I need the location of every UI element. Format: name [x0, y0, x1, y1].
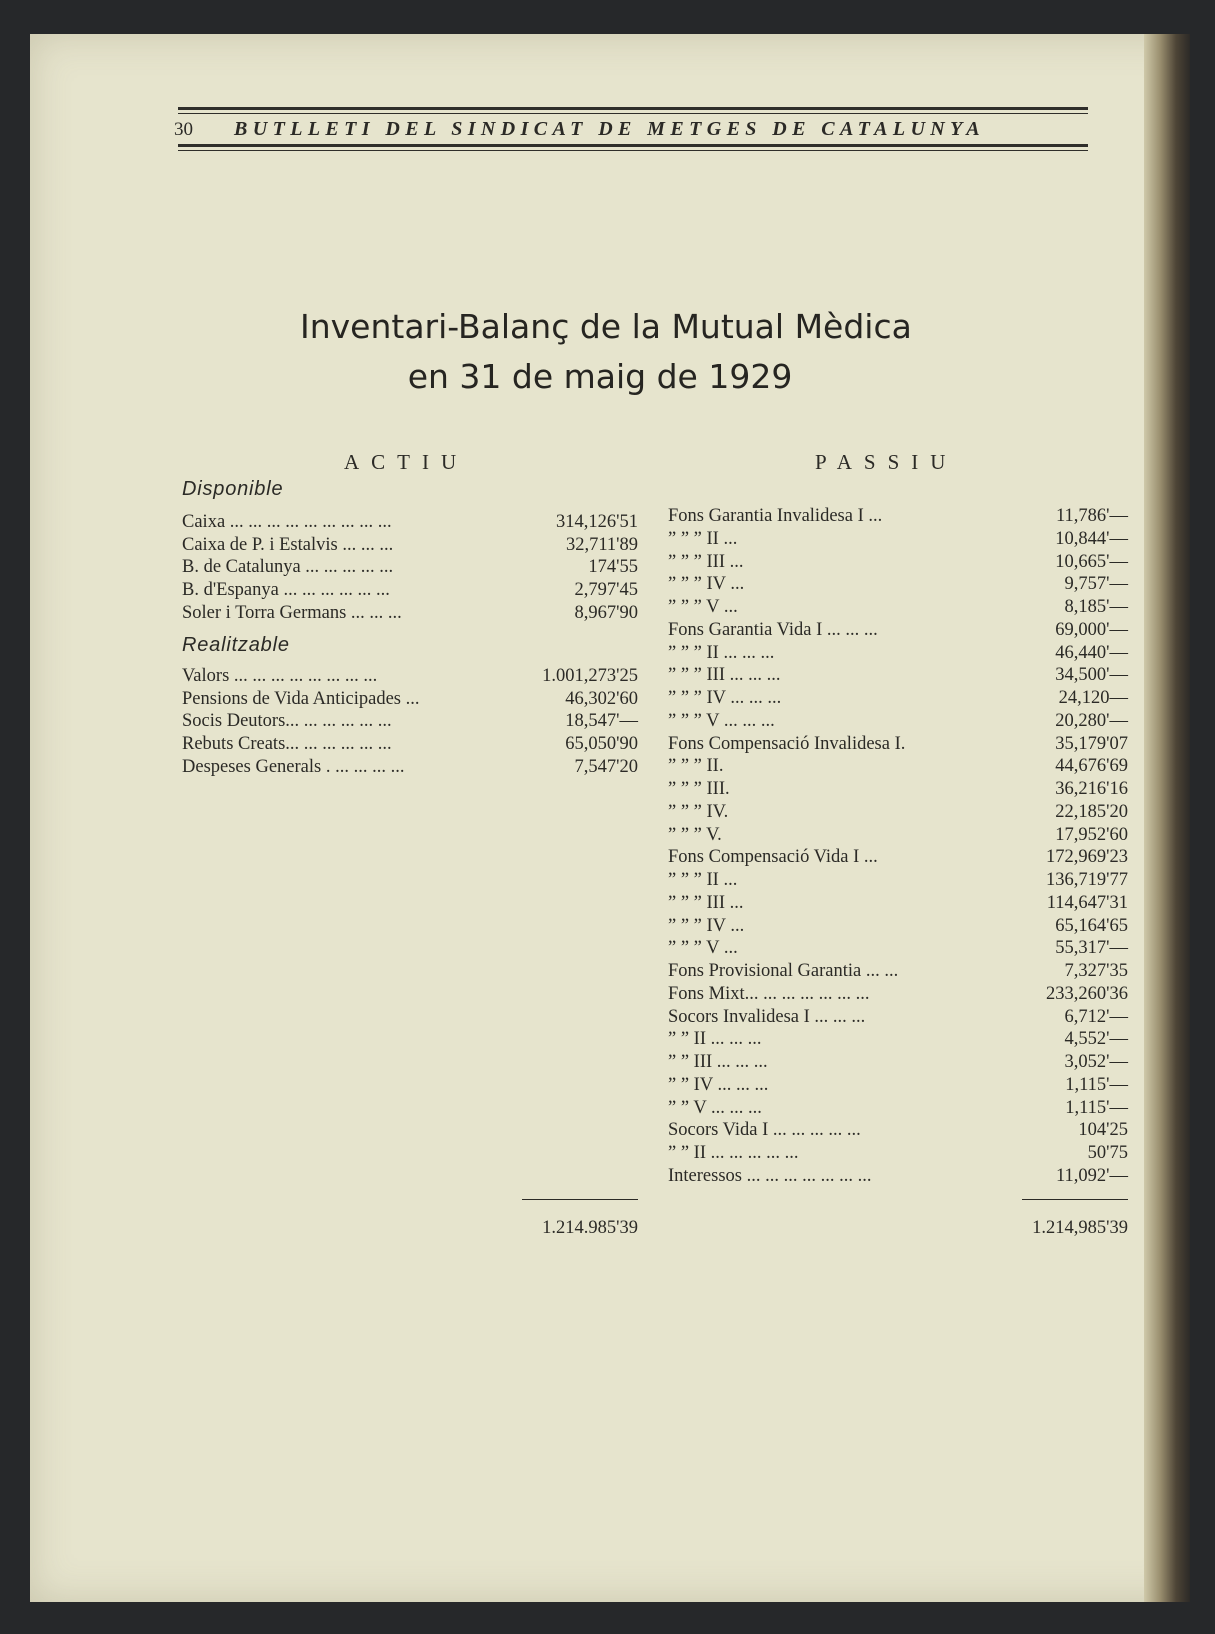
ledger-row-label: ” ” V ... ... ... — [668, 1097, 762, 1118]
ledger-row-amount: 18,547'— — [565, 711, 638, 732]
header-rule-bottom — [178, 144, 1088, 147]
ledger-row-label: Fons Compensació Invalidesa I. — [668, 733, 906, 754]
ledger-row-amount: 17,952'60 — [1055, 824, 1128, 845]
ledger-row-label: Interessos ... ... ... ... ... ... ... — [668, 1165, 872, 1186]
ledger-row — [182, 556, 638, 578]
ledger-row — [668, 1074, 1128, 1096]
ledger-row-label: ” ” ” V ... ... ... — [668, 710, 775, 731]
ledger-row — [668, 528, 1128, 550]
ledger-row — [668, 619, 1128, 641]
ledger-row-amount: 104'25 — [1078, 1120, 1128, 1141]
ledger-row-amount: 22,185'20 — [1055, 801, 1128, 822]
ledger-row-amount: 34,500'— — [1055, 665, 1128, 686]
ledger-row-label: ” ” ” IV ... — [668, 915, 745, 936]
realitzable-label: Realitzable — [182, 634, 290, 656]
ledger-row — [668, 915, 1128, 937]
ledger-row-amount: 46,440'— — [1055, 642, 1128, 663]
ledger-row-amount: 1,115'— — [1065, 1074, 1128, 1095]
ledger-row-label: ” ” ” II ... — [668, 528, 738, 549]
ledger-row-amount: 20,280'— — [1055, 710, 1128, 731]
ledger-row-amount: 8,185'— — [1064, 597, 1128, 617]
ledger-row-amount: 233,260'36 — [1046, 983, 1128, 1004]
ledger-row-label: ” ” ” IV ... — [668, 574, 745, 595]
ledger-row-amount: 35,179'07 — [1055, 733, 1128, 754]
passiu-total: 1.214,985'39 — [1032, 1218, 1128, 1238]
ledger-row — [668, 551, 1128, 573]
ledger-row-amount: 65,164'65 — [1055, 915, 1128, 936]
ledger-row-amount: 7,327'35 — [1064, 961, 1128, 981]
ledger-row — [182, 733, 638, 755]
ledger-row-amount: 114,647'31 — [1046, 892, 1128, 913]
header-rule-top-thin — [178, 113, 1088, 114]
ledger-row — [182, 688, 638, 710]
ledger-row-amount: 55,317'— — [1055, 938, 1128, 959]
passiu-sum-rule — [1022, 1199, 1128, 1200]
ledger-row-label: ” ” ” III ... — [668, 892, 744, 913]
ledger-row-amount: 11,786'— — [1055, 506, 1128, 526]
ledger-row-amount: 1,115'— — [1065, 1097, 1128, 1118]
ledger-row-label: Caixa ... ... ... ... ... ... ... ... ... — [182, 512, 392, 532]
ledger-row-label: ” ” ” II. — [668, 756, 724, 777]
title-line-1: Inventari-Balanç de la Mutual Mèdica — [300, 307, 912, 346]
actiu-sum-rule — [522, 1199, 638, 1200]
ledger-row-label: Fons Garantia Invalidesa I ... — [668, 506, 883, 526]
ledger-row-label: Pensions de Vida Anticipades ... — [182, 688, 420, 709]
ledger-row-label: ” ” IV ... ... ... — [668, 1074, 769, 1095]
ledger-row — [182, 756, 638, 778]
header-rule-top — [178, 107, 1088, 110]
book-spine — [1144, 34, 1190, 1602]
ledger-row — [182, 534, 638, 556]
ledger-row — [668, 983, 1128, 1005]
ledger-row — [668, 733, 1128, 755]
ledger-row — [668, 710, 1128, 732]
running-header — [148, 70, 1088, 156]
ledger-row-label: Fons Mixt... ... ... ... ... ... ... — [668, 983, 870, 1004]
ledger-row — [182, 602, 638, 624]
ledger-row-amount: 36,216'16 — [1055, 779, 1128, 799]
ledger-row — [668, 937, 1128, 959]
ledger-row-amount: 314,126'51 — [556, 512, 638, 532]
actiu-total: 1.214.985'39 — [542, 1218, 638, 1238]
ledger-row — [668, 1119, 1128, 1141]
ledger-row-amount: 11,092'— — [1055, 1165, 1128, 1186]
ledger-row-amount: 10,665'— — [1055, 551, 1128, 572]
ledger-row-amount: 9,757'— — [1064, 574, 1128, 595]
ledger-row — [668, 778, 1128, 800]
ledger-row — [182, 511, 638, 533]
ledger-row — [668, 801, 1128, 823]
ledger-row-label: ” ” ” II ... — [668, 870, 738, 890]
ledger-row-amount: 136,719'77 — [1046, 870, 1128, 890]
ledger-row — [182, 710, 638, 732]
ledger-row-label: Fons Provisional Garantia ... ... — [668, 961, 899, 981]
ledger-row-label: ” ” II ... ... ... ... ... — [668, 1143, 799, 1163]
header-rule-bottom-thin — [178, 150, 1088, 151]
ledger-row-amount: 24,120— — [1058, 688, 1128, 708]
ledger-row-label: ” ” ” III. — [668, 779, 730, 799]
ledger-row — [668, 1051, 1128, 1073]
ledger-row-label: Socis Deutors... ... ... ... ... ... — [182, 711, 392, 732]
document-title — [300, 302, 912, 402]
ledger-row-label: ” ” ” V. — [668, 824, 722, 845]
ledger-row — [668, 596, 1128, 618]
ledger-row-label: ” ” ” III ... — [668, 551, 744, 572]
ledger-row-amount: 32,711'89 — [565, 534, 638, 555]
ledger-row-amount: 2,797'45 — [574, 580, 638, 601]
ledger-row — [182, 579, 638, 601]
ledger-row — [668, 1028, 1128, 1050]
ledger-row-label: ” ” III ... ... ... — [668, 1052, 768, 1072]
ledger-row — [182, 665, 638, 687]
page-number: 30 — [174, 119, 193, 140]
ledger-row — [668, 960, 1128, 982]
ledger-row-label: ” ” ” IV. — [668, 801, 729, 822]
ledger-row-label: ” ” ” V ... — [668, 938, 738, 959]
passiu-heading: PASSIU — [815, 450, 958, 474]
ledger-row-amount: 174'55 — [588, 557, 638, 578]
ledger-row-label: Despeses Generals . ... ... ... ... — [182, 756, 405, 777]
ledger-row-amount: 172,969'23 — [1046, 847, 1128, 868]
ledger-row-label: Rebuts Creats... ... ... ... ... ... — [182, 734, 392, 755]
ledger-row-label: ” ” ” II ... ... ... — [668, 642, 775, 663]
ledger-row — [668, 755, 1128, 777]
ledger-row-amount: 10,844'— — [1055, 528, 1128, 549]
ledger-row — [668, 1142, 1128, 1164]
ledger-row-label: B. de Catalunya ... ... ... ... ... — [182, 557, 394, 578]
ledger-row-amount: 65,050'90 — [565, 734, 638, 755]
ledger-row — [668, 642, 1128, 664]
ledger-row — [668, 573, 1128, 595]
ledger-row-amount: 46,302'60 — [565, 688, 638, 709]
ledger-row — [668, 824, 1128, 846]
ledger-row — [668, 1165, 1128, 1187]
ledger-row-amount: 44,676'69 — [1055, 756, 1128, 777]
ledger-row-amount: 8,967'90 — [574, 602, 638, 623]
ledger-row-amount: 4,552'— — [1064, 1029, 1128, 1050]
ledger-row-amount: 3,052'— — [1064, 1052, 1128, 1072]
ledger-row — [668, 664, 1128, 686]
ledger-row-amount: 1.001,273'25 — [542, 666, 638, 686]
ledger-row — [668, 687, 1128, 709]
title-line-2: en 31 de maig de 1929 — [407, 357, 793, 396]
ledger-row-amount: 69,000'— — [1055, 619, 1128, 640]
ledger-row-label: Caixa de P. i Estalvis ... ... ... — [182, 534, 394, 555]
ledger-row — [668, 869, 1128, 891]
ledger-row-label: Fons Compensació Vida I ... — [668, 847, 878, 868]
ledger-row-label: ” ” II ... ... ... — [668, 1029, 762, 1050]
ledger-row-label: Fons Garantia Vida I ... ... ... — [668, 619, 878, 640]
ledger-row — [668, 892, 1128, 914]
ledger-row-label: Soler i Torra Germans ... ... ... — [182, 602, 402, 623]
actiu-heading: ACTIU — [344, 450, 469, 474]
ledger-row — [668, 846, 1128, 868]
ledger-row — [668, 1097, 1128, 1119]
ledger-row — [668, 505, 1128, 527]
ledger-row-label: ” ” ” V ... — [668, 597, 738, 617]
ledger-row-label: ” ” ” IV ... ... ... — [668, 688, 782, 708]
ledger-row-label: Socors Vida I ... ... ... ... ... — [668, 1120, 861, 1141]
disponible-label: Disponible — [182, 478, 284, 500]
ledger-row-label: ” ” ” III ... ... ... — [668, 665, 781, 686]
ledger-row-label: B. d'Espanya ... ... ... ... ... ... — [182, 580, 390, 601]
ledger-row-amount: 50'75 — [1087, 1143, 1128, 1163]
ledger-row — [668, 1006, 1128, 1028]
ledger-row-amount: 7,547'20 — [574, 756, 638, 777]
ledger-row-label: Valors ... ... ... ... ... ... ... ... — [182, 666, 378, 686]
journal-title: BUTLLETI DEL SINDICAT DE METGES DE CATALUNYA — [234, 118, 986, 140]
ledger-row-label: Socors Invalidesa I ... ... ... — [668, 1006, 866, 1027]
ledger-row-amount: 6,712'— — [1064, 1006, 1128, 1027]
